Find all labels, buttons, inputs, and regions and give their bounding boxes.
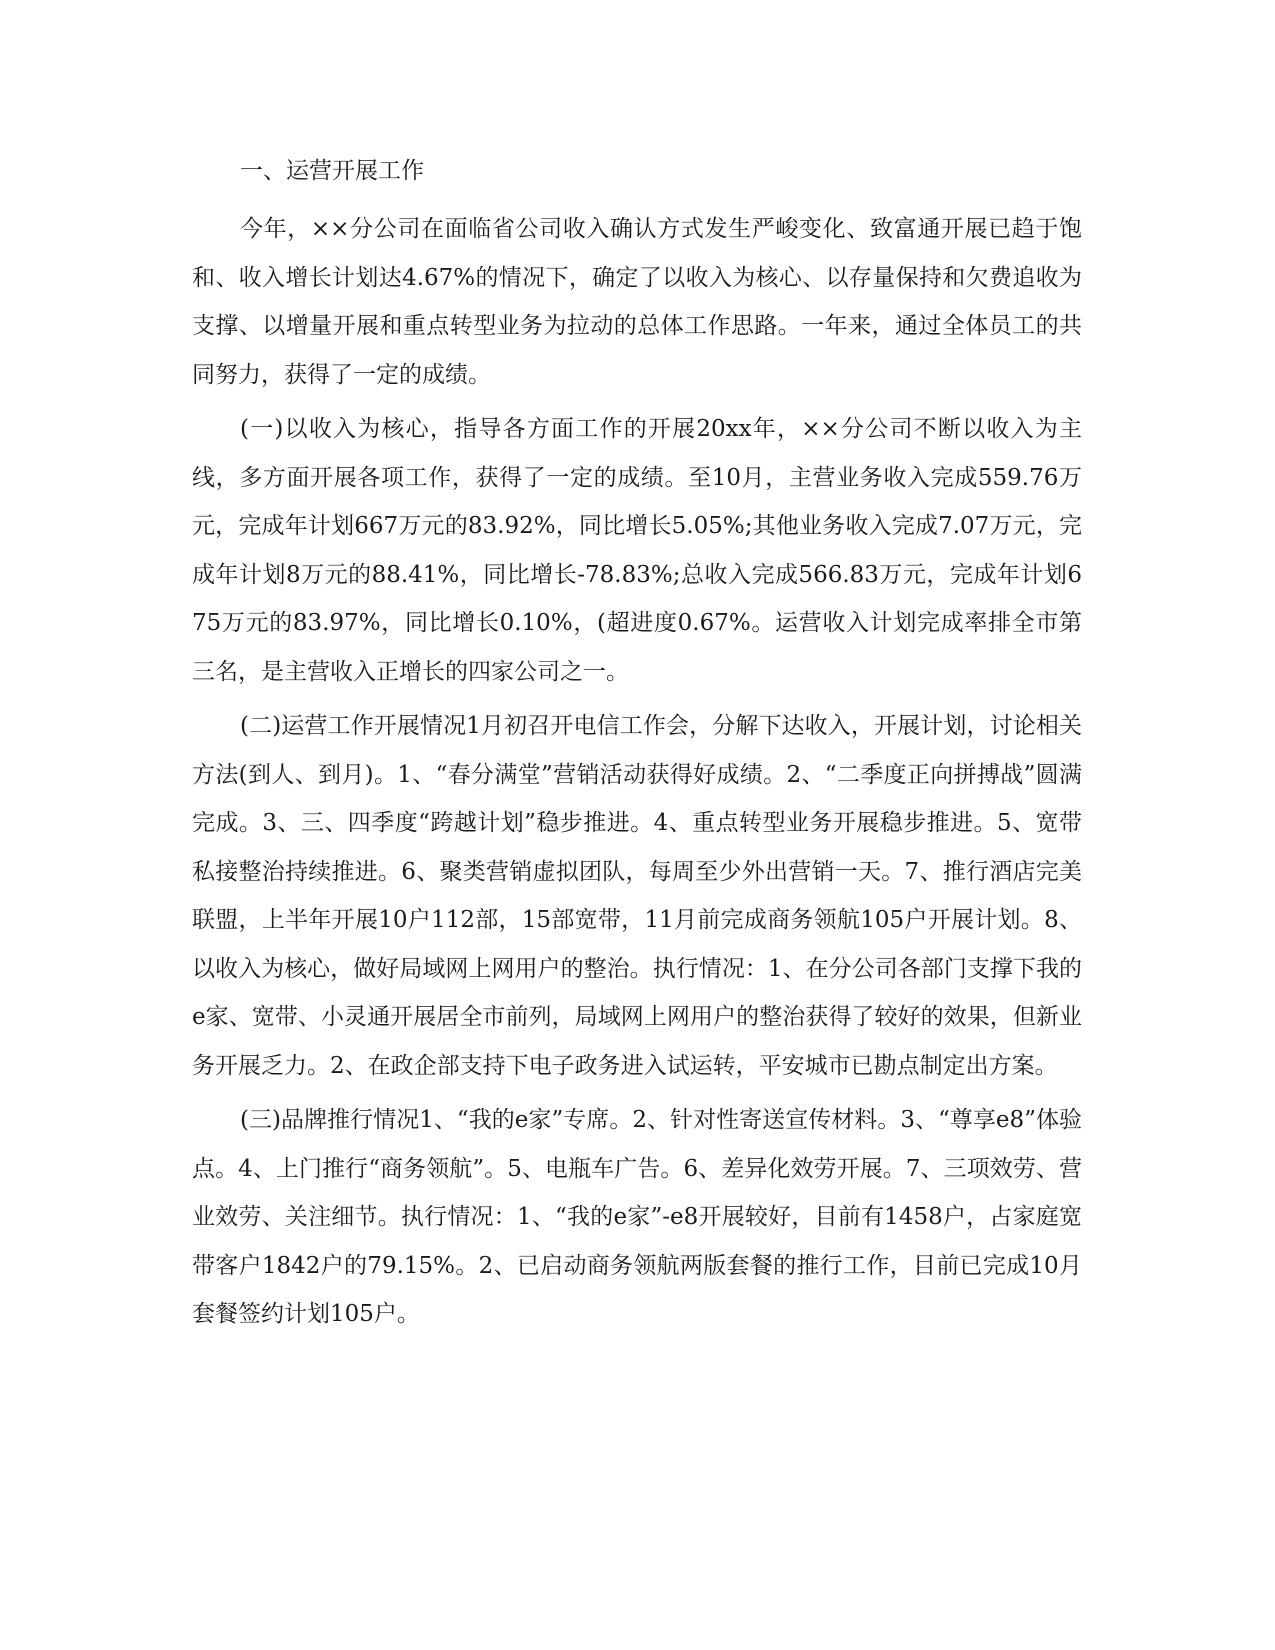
section-heading: 一、运营开展工作 bbox=[240, 158, 424, 184]
document-body bbox=[192, 156, 1082, 1345]
paragraph-brand: (三)品牌推行情况1、“我的e家”专席。2、针对性寄送宣传材料。3、“尊享e8”体验点。4、上门推行“商务领航”。5、电瓶车广告。6、差异化效劳开展。7、三项效劳、营业效劳、关注细节。执行情况：1、“我的e家”-e8开展较好，目前有1458户，占家庭宽带客户1842户的79.15%。2、已启动商务领航两版套餐的推行工作，目前已完成10月套餐签约计划105户。 bbox=[192, 1107, 1082, 1327]
paragraph-intro: 今年，××分公司在面临省公司收入确认方式发生严峻变化、致富通开展已趋于饱和、收入增长计划达4.67%的情况下，确定了以收入为核心、以存量保持和欠费追收为支撑、以增量开展和重点转型业务为拉动的总体工作思路。一年来，通过全体员工的共同努力，获得了一定的成绩。 bbox=[192, 216, 1082, 388]
paragraph-operations: (二)运营工作开展情况1月初召开电信工作会，分解下达收入，开展计划，讨论相关方法(到人、到月)。1、“春分满堂”营销活动获得好成绩。2、“二季度正向拼搏战”圆满完成。3、三、四季度“跨越计划”稳步推进。4、重点转型业务开展稳步推进。5、宽带私接整治持续推进。6、聚类营销虚拟团队，每周至少外出营销一天。7、推行酒店完美联盟，上半年开展10户112部，15部宽带，11月前完成商务领航105户开展计划。8、以收入为核心，做好局域网上网用户的整治。执行情况：1、在分公司各部门支撑下我的e家、宽带、小灵通开展居全市前列，局域网上网用户的整治获得了较好的效果，但新业务开展乏力。2、在政企部支持下电子政务进入试运转，平安城市已勘点制定出方案。 bbox=[192, 713, 1082, 1079]
paragraph-revenue: (一)以收入为核心，指导各方面工作的开展20xx年，××分公司不断以收入为主线，多方面开展各项工作，获得了一定的成绩。至10月，主营业务收入完成559.76万元，完成年计划667万元的83.92%，同比增长5.05%;其他业务收入完成7.07万元，完成年计划8万元的88.41%，同比增长-78.83%;总收入完成566.83万元，完成年计划675万元的83.97%，同比增长0.10%，(超进度0.67%。运营收入计划完成率排全市第三名，是主营收入正增长的四家公司之一。 bbox=[192, 416, 1082, 685]
